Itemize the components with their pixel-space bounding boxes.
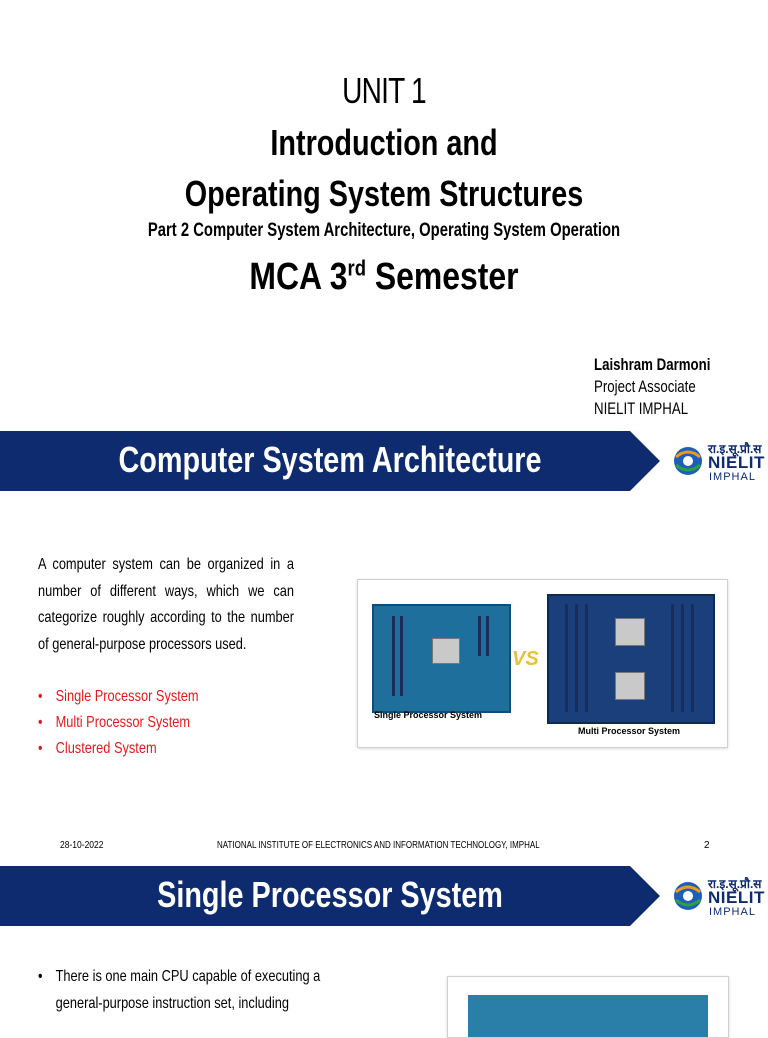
title-slide — [0, 0, 768, 424]
footer-org: NATIONAL INSTITUTE OF ELECTRONICS AND INFORMATION TECHNOLOGY, IMPHAL — [217, 840, 540, 851]
author-block — [594, 354, 710, 420]
slide2-body: A computer system can be organized in a number of different ways, which we can categorize roughly according to the number of general-purpose processors used. — [38, 556, 294, 653]
list-item: • Clustered System — [38, 740, 157, 757]
part-subtitle: Part 2 Computer System Architecture, Operating System Operation — [147, 220, 621, 241]
multi-processor-board — [547, 594, 715, 724]
logo-hindi: रा.इ.सू.प्रौ.स — [708, 877, 762, 891]
slide2-banner — [0, 431, 768, 491]
logo-name: NIELIT — [708, 453, 765, 472]
author-name: Laishram Darmoni — [594, 355, 711, 374]
author-role: Project Associate — [594, 377, 696, 396]
vs-label: VS — [512, 648, 539, 670]
course-label: MCA 3rd Semester — [249, 255, 519, 298]
slide3-body — [38, 964, 466, 1017]
list-item: • Multi Processor System — [38, 714, 191, 731]
single-processor-image — [447, 976, 729, 1038]
slide3-banner — [0, 866, 768, 926]
logo-name: NIELIT — [708, 888, 765, 907]
nielit-swirl-icon — [672, 880, 704, 912]
slide3-heading: Single Processor System — [157, 874, 503, 915]
caption-multi: Multi Processor System — [578, 726, 681, 736]
nielit-logo — [672, 437, 765, 487]
nielit-swirl-icon — [672, 445, 704, 477]
caption-single: Single Processor System — [374, 710, 483, 720]
single-processor-board — [372, 604, 511, 713]
author-org: NIELIT IMPHAL — [594, 399, 689, 418]
motherboard-image — [468, 995, 708, 1038]
list-item-continuation: general-purpose instruction set, including — [55, 994, 289, 1012]
unit-label: UNIT 1 — [342, 70, 426, 111]
footer-date: 28-10-2022 — [60, 840, 104, 851]
logo-city: IMPHAL — [709, 471, 756, 483]
list-item: • There is one main CPU capable of executing a — [38, 968, 321, 985]
list-item: • Single Processor System — [38, 688, 199, 705]
slide2-bullet-list — [38, 684, 239, 762]
title-line-2: Operating System Structures — [184, 173, 584, 214]
processor-comparison-image — [357, 579, 728, 748]
logo-hindi: रा.इ.सू.प्रौ.स — [708, 442, 762, 456]
title-line-1: Introduction and — [270, 122, 498, 163]
slide2-heading: Computer System Architecture — [118, 439, 542, 480]
nielit-logo — [672, 872, 765, 922]
logo-city: IMPHAL — [709, 906, 756, 918]
page-number: 2 — [704, 840, 710, 851]
